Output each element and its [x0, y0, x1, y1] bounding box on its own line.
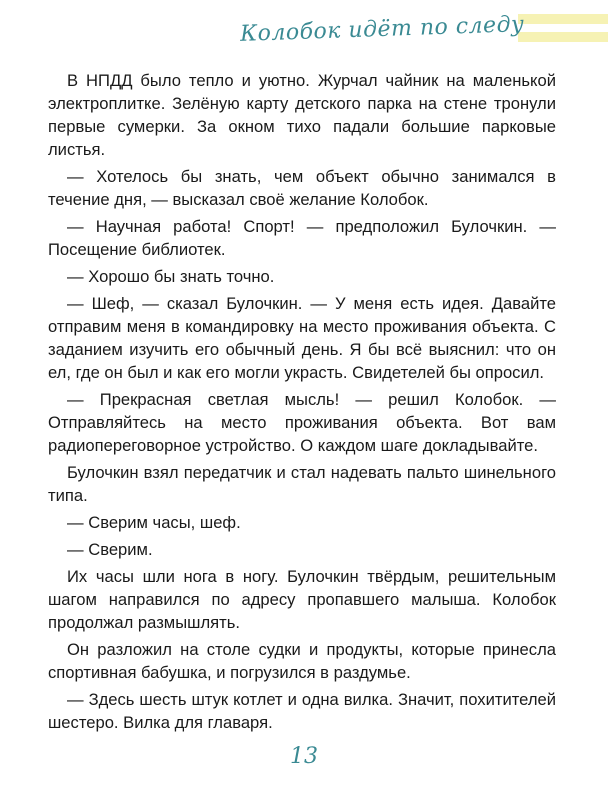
page-body — [48, 69, 556, 738]
paragraph: — Хорошо бы знать точно. — [67, 267, 275, 286]
paragraph: Булочкин взял передатчик и стал надевать пальто шинельного типа. — [48, 463, 556, 505]
paragraph: — Шеф, — сказал Булочкин. — У меня есть идея. Давайте отправим меня в командировку на место проживания объекта. С заданием изучить его обычный день. Я бы всё выяснил: что он ел, где он был и как его могли украсть. Свидетелей бы опросил. — [48, 294, 556, 382]
paragraph: — Прекрасная светлая мысль! — решил Колобок. — Отправляйтесь на место проживания объекта. Вот вам радиопереговорное устройство. О каждом шаге докладывайте. — [48, 390, 556, 455]
paragraph: В НПДД было тепло и уютно. Журчал чайник на маленькой электроплитке. Зелёную карту детского парка на стене тронули первые сумерки. За окном тихо падали большие парковые листья. — [48, 71, 556, 159]
running-title: Колобок идёт по следу — [239, 12, 525, 47]
paragraph: Он разложил на столе судки и продукты, которые принесла спортивная бабушка, и погрузился в раздумье. — [48, 640, 556, 682]
paragraph: — Хотелось бы знать, чем объект обычно занимался в течение дня, — высказал своё желание Колобок. — [48, 167, 556, 209]
paragraph: — Здесь шесть штук котлет и одна вилка. Значит, похитителей шестеро. Вилка для главаря. — [48, 690, 556, 732]
paragraph: — Сверим часы, шеф. — [67, 513, 241, 532]
page-number: 13 — [290, 744, 318, 769]
header-decor-stripe-top — [518, 14, 608, 24]
header-decor-stripe-bottom — [518, 32, 608, 42]
paragraph: — Научная работа! Спорт! — предположил Булочкин. — Посещение библиотек. — [48, 217, 556, 259]
paragraph: — Сверим. — [67, 540, 153, 559]
paragraph: Их часы шли нога в ногу. Булочкин твёрдым, решительным шагом направился по адресу пропавшего малыша. Колобок продолжал размышлять. — [48, 567, 556, 632]
page-header — [0, 0, 608, 80]
